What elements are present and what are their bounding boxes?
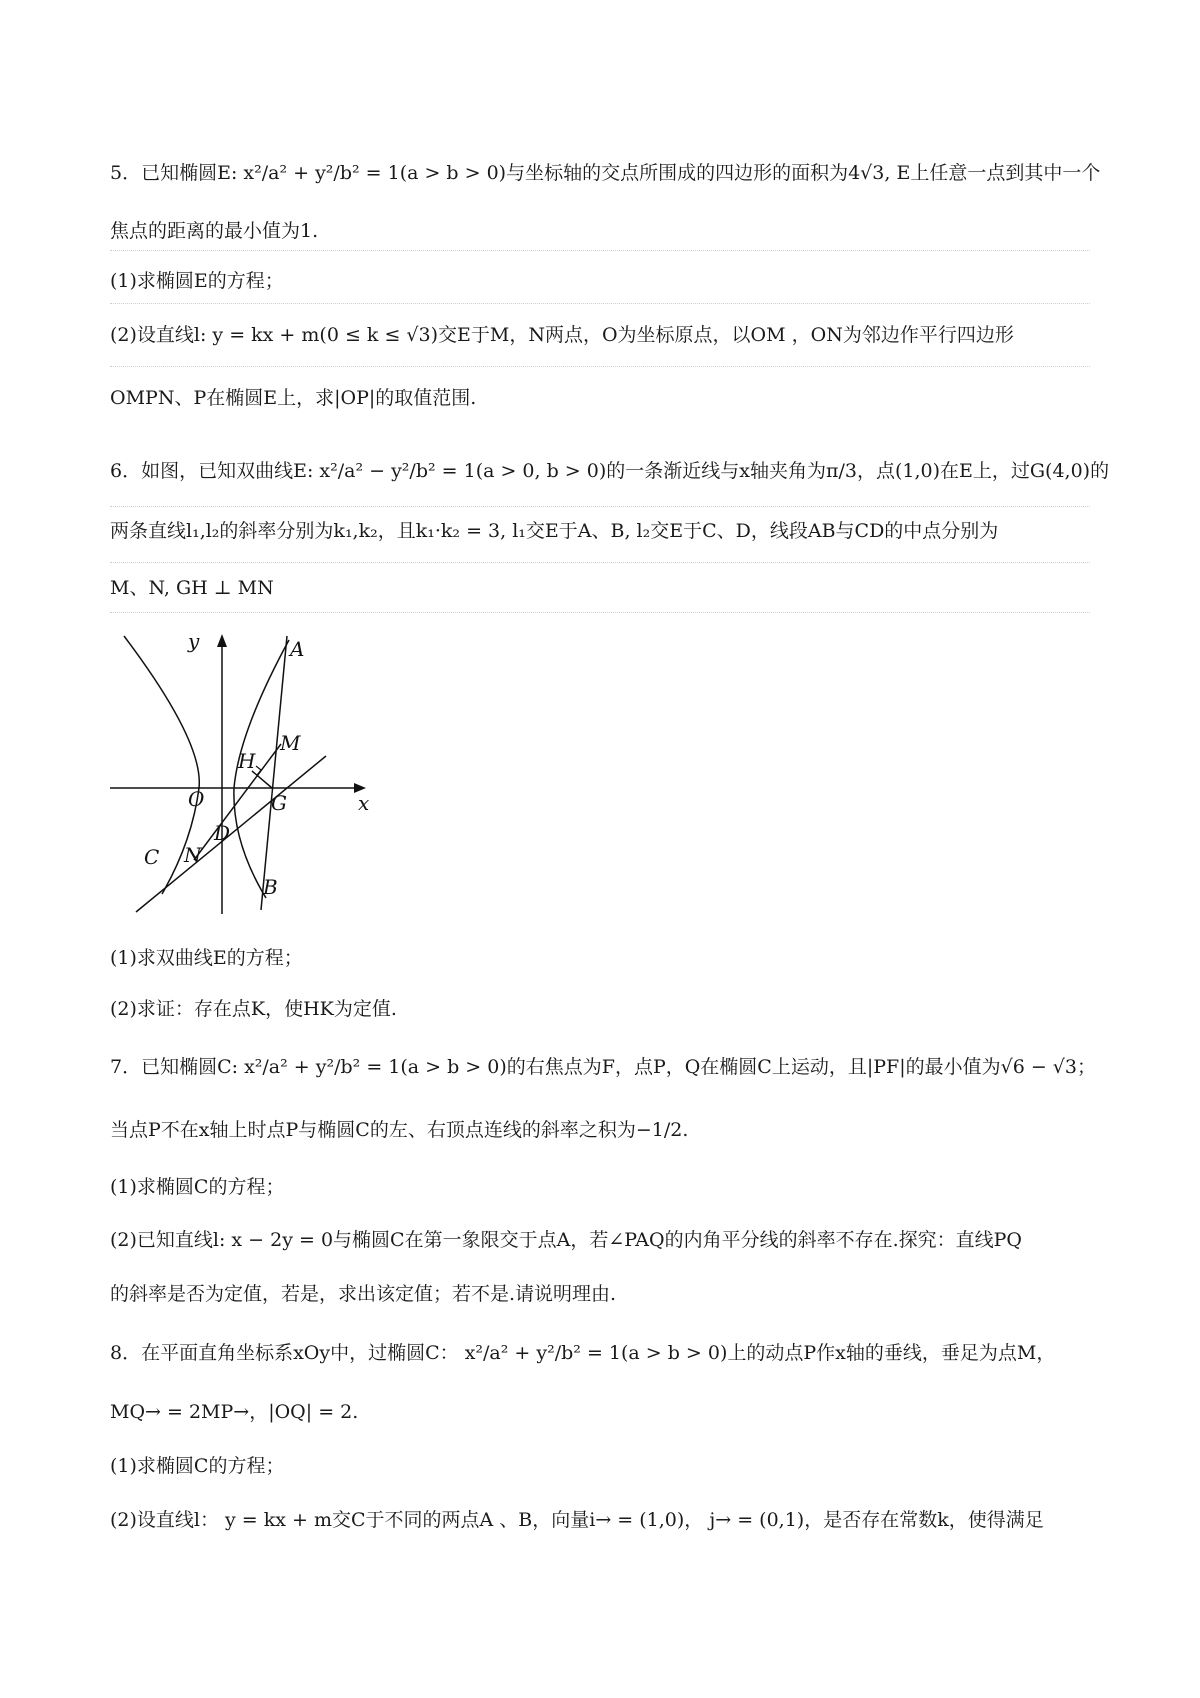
line-AB — [261, 636, 287, 910]
y-axis-arrow — [217, 634, 227, 647]
separator — [110, 303, 1090, 304]
label-B: B — [263, 875, 278, 899]
problem-5-part-1: (1)求椭圆E的方程； — [110, 270, 284, 292]
label-A: A — [290, 637, 305, 661]
problem-5-part-2-line-1: (2)设直线l: y = kx + m(0 ≤ k ≤ √3)交E于M，N两点，O为坐标原点，以OM ，ON为邻边作平行四边形 — [110, 324, 1014, 346]
hyperbola-figure — [104, 622, 374, 922]
problem-8-part-2: (2)设直线l： y = kx + m交C于不同的两点A 、B，向量i→ = (1,0)， j→ = (0,1)，是否存在常数k，使得满足 — [110, 1509, 1044, 1531]
label-M: M — [280, 731, 301, 755]
label-H: H — [238, 749, 256, 773]
problem-7-line-1: 7．已知椭圆C: x²/a² + y²/b² = 1(a > b > 0)的右焦点为F，点P，Q在椭圆C上运动，且|PF|的最小值为√6 − √3； — [110, 1056, 1097, 1078]
problem-7-line-2: 当点P不在x轴上时点P与椭圆C的左、右顶点连线的斜率之积为−1/2. — [110, 1119, 689, 1141]
problem-6-part-1: (1)求双曲线E的方程； — [110, 947, 303, 969]
separator — [110, 250, 1090, 251]
problem-6-line-1: 6．如图，已知双曲线E: x²/a² − y²/b² = 1(a > 0, b > 0)的一条渐近线与x轴夹角为π/3，点(1,0)在E上，过G(4,0)的 — [110, 460, 1110, 482]
separator — [110, 506, 1090, 507]
label-O: O — [188, 787, 205, 811]
problem-8-line-2: MQ→ = 2MP→，|OQ| = 2. — [110, 1401, 359, 1423]
problem-6-line-2: 两条直线l₁,l₂的斜率分别为k₁,k₂，且k₁·k₂ = 3, l₁交E于A、B, l₂交E于C、D，线段AB与CD的中点分别为 — [110, 520, 999, 542]
label-C: C — [144, 845, 160, 869]
separator — [110, 366, 1090, 367]
label-D: D — [214, 821, 231, 845]
label-y: y — [188, 629, 200, 653]
problem-7-part-2-line-2: 的斜率是否为定值，若是，求出该定值；若不是.请说明理由. — [110, 1283, 617, 1305]
problem-5-part-2-line-2: OMPN、P在椭圆E上，求|OP|的取值范围. — [110, 387, 477, 409]
line-CD — [136, 756, 326, 912]
problem-8-line-1: 8．在平面直角坐标系xOy中，过椭圆C： x²/a² + y²/b² = 1(a > b > 0)上的动点P作x轴的垂线，垂足为点M， — [110, 1342, 1056, 1364]
problem-5-line-1: 5．已知椭圆E: x²/a² + y²/b² = 1(a > b > 0)与坐标轴的交点所围成的四边形的面积为4√3, E上任意一点到其中一个 — [110, 162, 1101, 184]
separator — [110, 562, 1090, 563]
problem-6-line-3: M、N, GH ⊥ MN — [110, 577, 274, 599]
problem-7-part-2-line-1: (2)已知直线l: x − 2y = 0与椭圆C在第一象限交于点A，若∠PAQ的内角平分线的斜率不存在.探究：直线PQ — [110, 1229, 1022, 1251]
problem-7-part-1: (1)求椭圆C的方程； — [110, 1176, 285, 1198]
problem-8-part-1: (1)求椭圆C的方程； — [110, 1455, 285, 1477]
label-N: N — [184, 843, 202, 867]
problem-6-part-2: (2)求证：存在点K，使HK为定值. — [110, 998, 397, 1020]
label-x: x — [358, 791, 370, 815]
problem-5-line-2: 焦点的距离的最小值为1. — [110, 220, 319, 242]
label-G: G — [271, 791, 287, 815]
separator — [110, 612, 1090, 613]
right-angle-mark — [256, 766, 261, 775]
